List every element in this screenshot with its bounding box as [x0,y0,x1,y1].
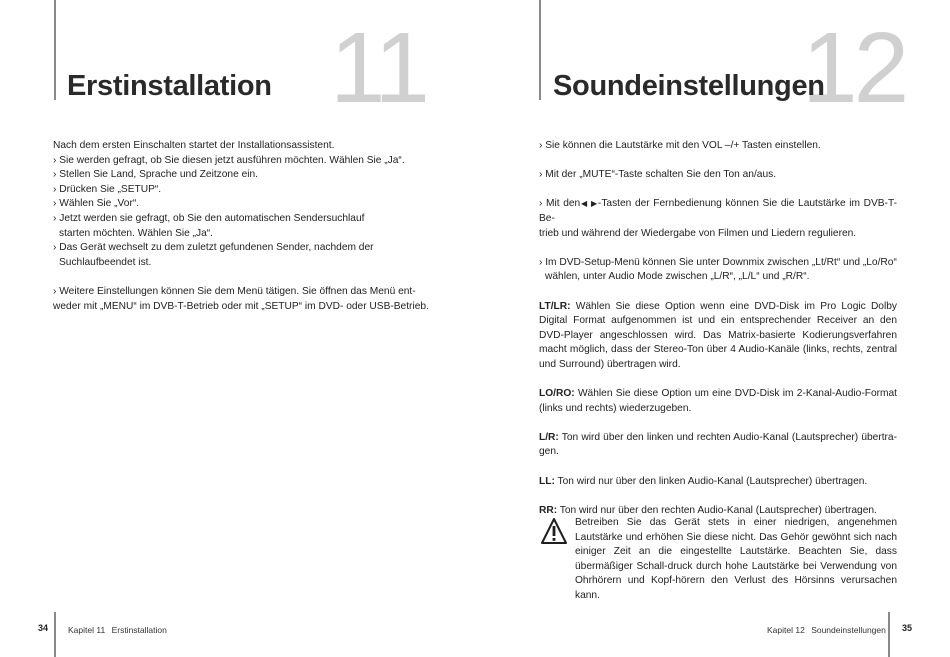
body-text [539,139,897,518]
warning-text: Betreiben Sie das Gerät stets in einer niedrigen, angenehmen Lautstärke und erhöhen Sie diese nicht. Das Gehör gewöhnt sich nach einiger Zeit an die eingestellte Lautstärke. Beachten Sie, dass übermäßiger Schall-druck durch hohe Lautstärke bei Verwendung von Ohrhörern und Kopf-hörern den Verlust des Hörsinns verursachen kann. [575,517,897,601]
footer-title: Erstinstallation [111,625,167,635]
footer-rule [888,612,890,657]
footer-chapter: Kapitel 12 [767,625,805,635]
footer [68,625,167,635]
ltlr-paragraph: LT/LR: Wählen Sie diese Option wenn eine DVD-Disk im Pro Logic Dolby Digital Format aufgenommen ist und ein entsprechender Receiver an den DVD-Player angeschlossen wird. Das Matrix-basierte Kodierungsverfahren macht möglich, dass der Stereo-Ton über 4 Audio-Kanäle (links, rechts, zentral und Surround) übertragen wird. [539,300,897,370]
right-page [475,0,950,657]
page-number: 34 [38,623,49,633]
ll-paragraph: LL: Ton wird nur über den linken Audio-Kanal (Lautsprecher) übertragen. [539,475,868,487]
left-right-arrow-icon: ◀ ▶ [580,199,598,209]
text-line: › Im DVD-Setup-Menü können Sie unter Downmix zwischen „Lt/Rt“ und „Lo/Ro“ [539,256,897,268]
text-line: wählen, unter Audio Mode zwischen „L/R“, „L/L“ und „R/R“. [545,271,810,283]
footer-chapter: Kapitel 11 [68,625,106,635]
text-line: › Drücken Sie „SETUP“. [53,183,162,195]
chapter-number: 12 [802,12,906,124]
page-number: 35 [902,623,913,633]
footer-title: Soundeinstellungen [811,625,886,635]
lr-paragraph: L/R: Ton wird über den linken und rechten Audio-Kanal (Lautsprecher) übertra-gen. [539,431,897,458]
text-line: › Weitere Einstellungen können Sie dem Menü tätigen. Sie öffnen das Menü ent- [53,285,416,297]
chapter-number: 11 [330,12,426,124]
loro-paragraph: LO/RO: Wählen Sie diese Option um eine DVD-Disk im 2-Kanal-Audio-Format (links und rechts) wiederzugeben. [539,388,897,414]
text-line: › Jetzt werden sie gefragt, ob Sie den automatischen Sendersuchlauf [53,212,365,224]
header-rule [54,0,56,100]
rr-paragraph: RR: Ton wird nur über den rechten Audio-Kanal (Lautsprecher) übertragen. [539,504,877,516]
page-title: Erstinstallation [67,70,272,102]
text-line: › Das Gerät wechselt zu dem zuletzt gefundenen Sender, nachdem der [53,242,374,254]
text-line: › Sie werden gefragt, ob Sie diesen jetzt ausführen möchten. Wählen Sie „Ja“. [53,154,405,166]
text-line: Suchlaufbeendet ist. [59,256,152,268]
text-line: › Stellen Sie Land, Sprache und Zeitzone ein. [53,169,259,181]
footer [767,625,886,635]
text-line: trieb und während der Wiedergabe von Filmen und Liedern regulieren. [539,227,857,239]
text-line: Nach dem ersten Einschalten startet der Installationsassistent. [53,140,335,151]
text-line: › Wählen Sie „Vor“. [53,198,140,210]
text-line: starten möchten. Wählen Sie „Ja“. [59,227,214,239]
text-line: › Sie können die Lautstärke mit den VOL –/+ Tasten einstellen. [539,140,821,151]
page-title: Soundeinstellungen [553,70,825,102]
header-rule [539,0,541,100]
text-line: weder mit „MENU“ im DVB-T-Betrieb oder mit „SETUP“ im DVD- oder USB-Betrieb. [53,300,429,312]
text-line: › Mit den◀ ▶-Tasten der Fernbedienung können Sie die Lautstärke im DVB-T-Be- [539,198,898,224]
footer-rule [54,612,56,657]
body-text [53,139,433,314]
text-line: › Mit der „MUTE“-Taste schalten Sie den Ton an/aus. [539,169,777,181]
warning-triangle-icon [541,517,567,545]
